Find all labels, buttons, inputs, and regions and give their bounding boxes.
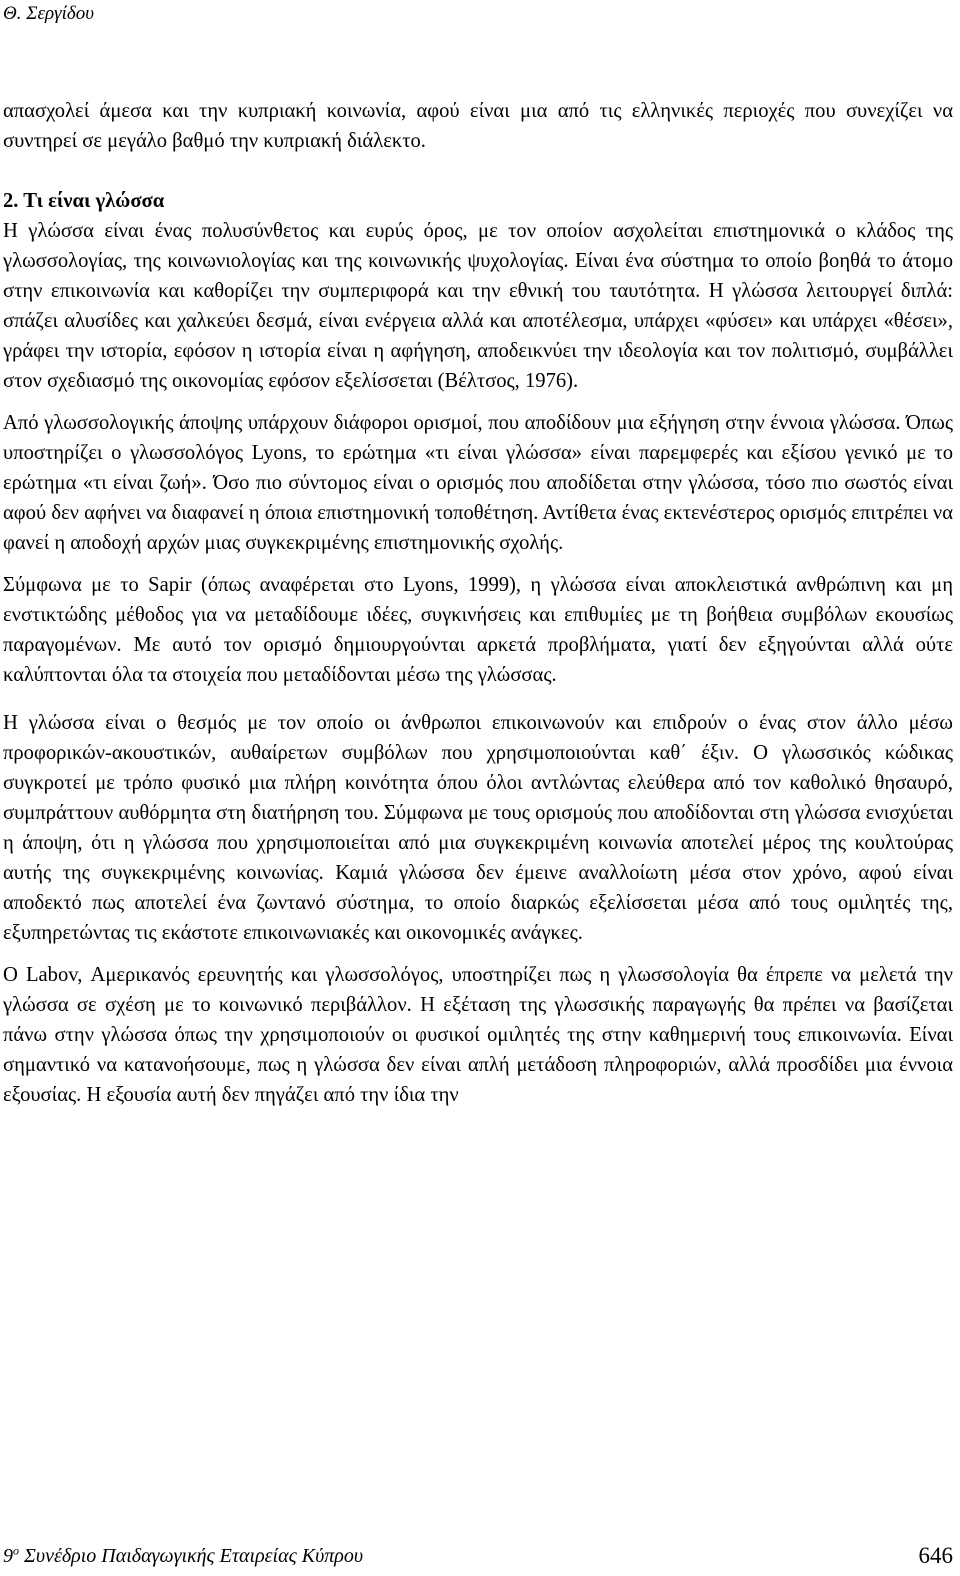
page-number: 646 <box>918 1543 953 1568</box>
paragraph-continued: απασχολεί άμεσα και την κυπριακή κοινωνία, αφού είναι μια από τις ελληνικές περιοχές που συνεχίζει να συντηρεί σε μεγάλο βαθμό την κυπριακή διάλεκτο. <box>3 100 953 152</box>
paragraph-language-definition: Η γλώσσα είναι ένας πολυσύνθετος και ευρύς όρος, με τον οποίον ασχολείται επιστημονικά ο κλάδος της γλωσσολογίας, της κοινωνιολογίας και της κοινωνικής ψυχολογίας. Είναι ένα σύστημα το οποίο βοηθά το άτομο στην επικοινωνία και καθορίζει την συμπεριφορά και την εθνική του ταυτότητα. Η γλώσσα λειτουργεί διπλά: σπάζει αλυσίδες και χαλκεύει δεσμά, είναι ενέργεια αλλά και αποτέλεσμα, υπάρχει «φύσει» και υπάρχει «θέσει», γράφει την ιστορία, εφόσον η ιστορία είναι η αφήγηση, αποδεικνύει την ιδεολογία και τον πολιτισμό, συμβάλλει στον σχεδιασμό της οικονομίας εφόσον εξελίσσεται (Βέλτσος, 1976). <box>3 220 953 392</box>
page-footer <box>3 1540 953 1570</box>
running-header-author: Θ. Σεργίδου <box>3 3 94 24</box>
paragraph-language-institution: Η γλώσσα είναι ο θεσμός με τον οποίο οι άνθρωποι επικοινωνούν και επιδρούν ο ένας στον άλλο μέσω προφορικών-ακουστικών, αυθαίρετων συμβόλων που χρησιμοποιούνται καθ΄ έξιν. Ο γλωσσικός κώδικας συγκροτεί με τρόπο φυσικό μια πλήρη κοινότητα όπου όλοι αντλώντας ελεύθερα από τον καθολικό θησαυρό, συμπράττουν αυθόρμητα στη διατήρηση του. Σύμφωνα με τους ορισμούς που αποδίδονται στη γλώσσα ενισχύεται η άποψη, ότι η γλώσσα που χρησιμοποιείται από μια συγκεκριμένη κοινωνία αποτελεί μέρος της κουλτούρας αυτής της συγκεκριμένης κοινωνίας. Καμιά γλώσσα δεν έμεινε αναλλοίωτη μέσα στον χρόνο, αφού είναι αποδεκτό πως αποτελεί ένα ζωντανό σύστημα, το οποίο διαρκώς εξελίσσεται μέσα από τους ομιλητές της, εξυπηρετώντας τις εκάστοτε επικοινωνιακές και οικονομικές ανάγκες. <box>3 712 953 944</box>
footer-conference-title <box>3 1544 363 1568</box>
section-heading: 2. Τι είναι γλώσσα <box>3 190 165 212</box>
footer-ordinal-suffix: ο <box>13 1543 19 1558</box>
footer-ordinal: 9 <box>3 1545 13 1567</box>
footer-conference-name: Συνέδριο Παιδαγωγικής Εταιρείας Κύπρου <box>19 1545 364 1567</box>
paragraph-sapir: Σύμφωνα με το Sapir (όπως αναφέρεται στο Lyons, 1999), η γλώσσα είναι αποκλειστικά ανθρώπινη και μη ενστικτώδης μέθοδος για να μεταδίδουμε ιδέες, συγκινήσεις και επιθυμίες με τη βοήθεια συμβόλων εκουσίως παραγομένων. Με αυτό τον ορισμό δημιουργούνται αρκετά προβλήματα, γιατί δεν εξηγούνται αλλά ούτε καλύπτονται όλα τα στοιχεία που μεταδίδονται μέσω της γλώσσας. <box>3 574 953 686</box>
paragraph-linguistic-definitions: Από γλωσσολογικής άποψης υπάρχουν διάφοροι ορισμοί, που αποδίδουν μια εξήγηση στην έννοια γλώσσα. Όπως υποστηρίζει ο γλωσσολόγος Lyons, το ερώτημα «τι είναι γλώσσα» είναι παρεμφερές και εξίσου γενικό με το ερώτημα «τι είναι ζωή». Όσο πιο σύντομος είναι ο ορισμός που αποδίδεται στην γλώσσα, τόσο πιο σωστός είναι αφού δεν αφήνει να διαφανεί η όποια επιστημονική τοποθέτηση. Αντίθετα ένας εκτενέστερος ορισμός επιτρέπει να φανεί η αποδοχή αρχών μιας συγκεκριμένης επιστημονικής σχολής. <box>3 412 953 554</box>
paragraph-labov: Ο Labov, Αμερικανός ερευνητής και γλωσσολόγος, υποστηρίζει πως η γλωσσολογία θα έπρεπε να μελετά την γλώσσα σε σχέση με το κοινωνικό περιβάλλον. Η εξέταση της γλωσσικής παραγωγής θα πρέπει να βασίζεται πάνω στην γλώσσα όπως την χρησιμοποιούν οι φυσικοί ομιλητές της στην καθημερινή τους επικοινωνία. Είναι σημαντικό να κατανοήσουμε, πως η γλώσσα δεν είναι απλή μετάδοση πληροφοριών, αλλά προσδίδει μια έννοια εξουσίας. Η εξουσία αυτή δεν πηγάζει από την ίδια την <box>3 964 953 1106</box>
body-text <box>3 96 953 1122</box>
